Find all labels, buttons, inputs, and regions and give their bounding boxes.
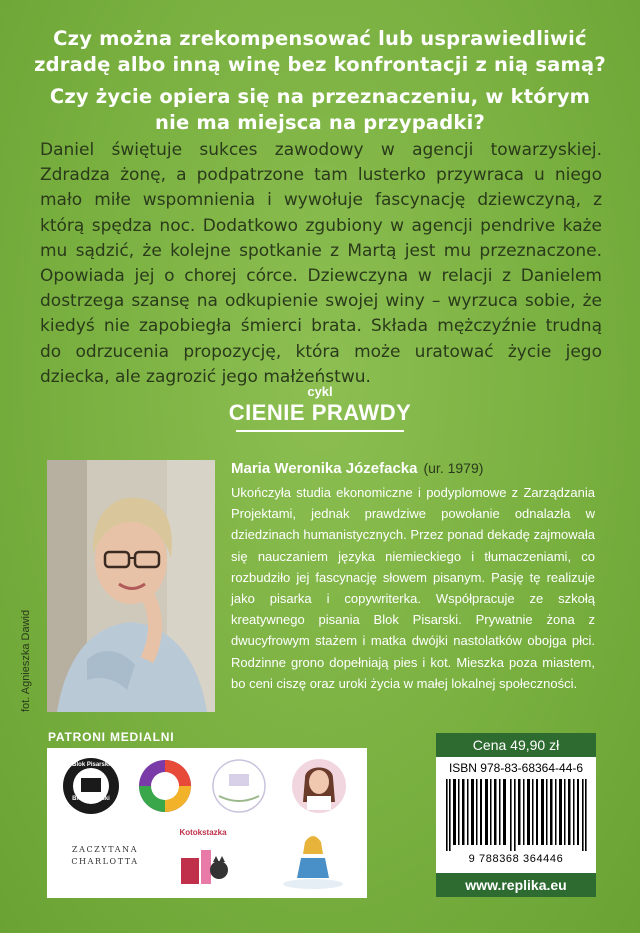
question-1-line-2: zdradę albo inną winę bez konfrontacji z nią samą? <box>34 53 606 76</box>
question-1-line-1: Czy można zrekompensować lub usprawiedliwić <box>53 27 587 50</box>
barcode-panel <box>436 757 596 873</box>
kotokstazka-logo <box>175 840 231 890</box>
kotokstazka-text: Kotokstazka <box>179 828 227 837</box>
series-underline <box>236 430 404 432</box>
photo-credit: fot. Agnieszka Dawid <box>20 609 32 712</box>
question-1 <box>0 26 640 78</box>
series-title: CIENIE PRAWDY <box>228 400 412 425</box>
charlotta-text: CHARLOTTA <box>71 857 139 866</box>
isbn-number: ISBN 978-83-68364-44-6 <box>448 761 584 775</box>
question-2 <box>0 84 640 136</box>
price-label: Cena 49,90 zł <box>436 733 596 757</box>
book-blurb: Daniel świętuje sukces zawodowy w agencji towarzyskiej. Zdradza żonę, a podpatrzone tam lusterko przywraca u niego mało miłe wspomnienia i wywołuje fascynację dziewczyną, z którą spędza noc. Dodatkowo zgubiony w agencji pendrive każe mu sądzić, że kolejne spotkanie z Martą jest mu przeznaczone. Opowiada jej o chorej córce. Dziewczyna w relacji z Danielem dostrzega szansę na odkupienie swojej winy – wyrzuca sobie, że kiedyś nie zapobiegła śmierci brata. Składa mężczyźnie trudną do odrzucenia propozycję, która może uratować życie jego dziecka, ale zagrozić jego małżeństwu. <box>40 140 602 387</box>
series-label: cykl <box>307 384 333 399</box>
colorful-book-logo <box>135 756 195 816</box>
zaczytana-text: ZACZYTANA <box>71 845 139 854</box>
author-heading <box>231 460 483 477</box>
floral-books-logo <box>207 756 271 816</box>
author-name: Maria Weronika Józefacka <box>231 460 418 477</box>
question-2-line-2: nie ma miejsca na przypadki? <box>155 111 485 134</box>
publisher-website[interactable]: www.replika.eu <box>436 873 596 897</box>
author-photo <box>47 460 215 712</box>
patrons-logos-panel <box>47 748 367 898</box>
zaczytana-charlotta-logo <box>61 844 149 868</box>
patrons-heading: PATRONI MEDIALNI <box>48 730 175 744</box>
blok-pisarski-logo-bottom-text: Blok Pisarski <box>72 796 110 802</box>
barcode-icon <box>444 779 588 851</box>
author-bio: Ukończyła studia ekonomiczne i podyplomowe z Zarządzania Projektami, jednak prawdziwe powołanie odnalazła w dziedzinach humanistycznych. Przez ponad dekadę zajmowała się nauczaniem języka niemieckiego i tłumaczeniami, co rozbudziło jej fascynację słowem pisanym. Pasję tę realizuje jako pisarka i copywriterka. Współpracuje ze szkołą kreatywnego pisania Blok Pisarski. Prywatnie żona z dwucyfrowym stażem i matka dwójki nastolatków obojga płci. Rodzinne grono dopełniają pies i kot. Mieszka poza miastem, bo ceni ciszę oraz uroki życia w małej lokalnej społeczności. <box>231 485 595 691</box>
barcode-digits: 9 788368 364446 <box>468 853 564 865</box>
author-birth-year: (ur. 1979) <box>423 460 484 476</box>
blok-pisarski-logo-top-text: Blok Pisarski <box>72 762 110 768</box>
question-2-line-1: Czy życie opiera się na przeznaczeniu, w którym <box>49 85 591 108</box>
author-portrait-illustration <box>47 460 215 712</box>
blogger-portrait-logo <box>287 756 351 816</box>
reader-girl-logo <box>273 828 353 892</box>
